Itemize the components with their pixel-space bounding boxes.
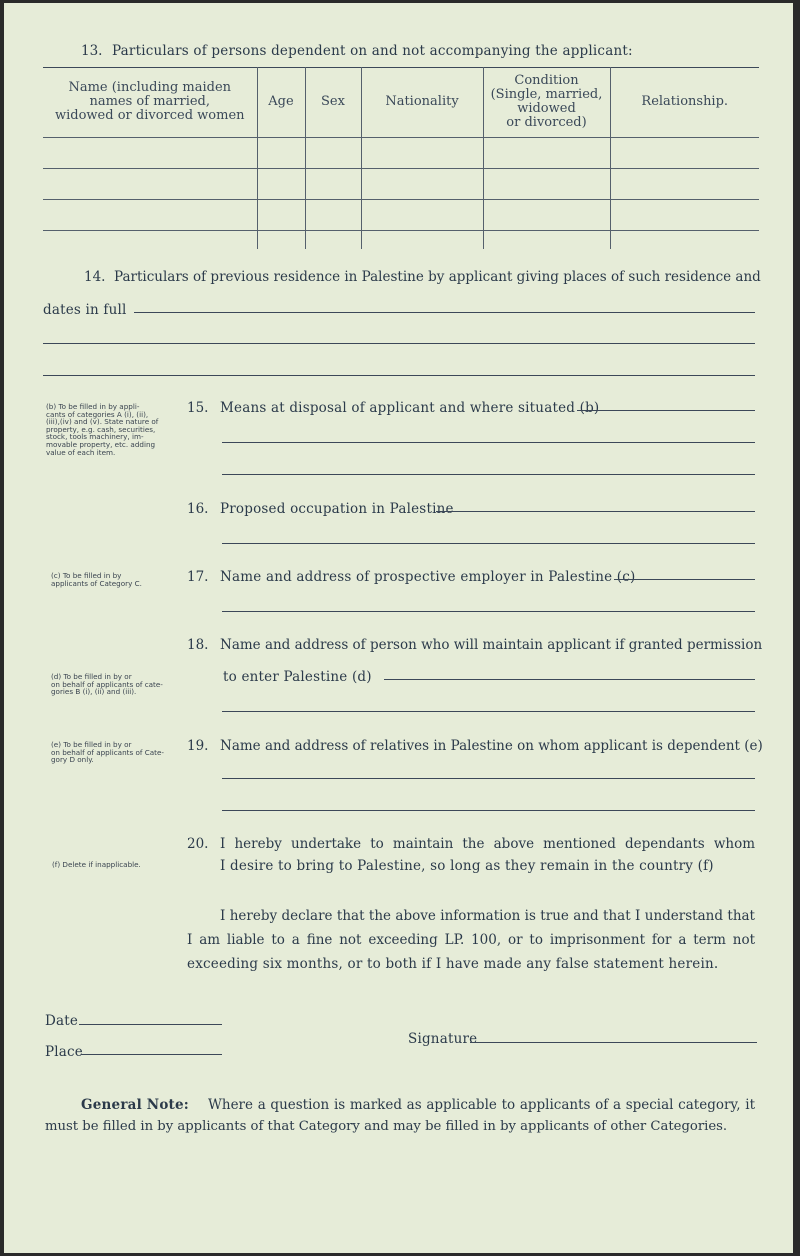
signature-field[interactable] [470, 1042, 757, 1043]
q16-answer-line[interactable] [436, 511, 755, 512]
cell-name[interactable] [43, 138, 257, 169]
q14-number: 14. [84, 269, 106, 285]
note-d: (d) To be filled in by or on behalf of applicants of cate- gories B (i), (ii) and (iii). [51, 672, 163, 697]
note-c: (c) To be filled in by applicants of Category C. [51, 571, 142, 588]
q14-answer-line[interactable] [43, 375, 755, 376]
q14-line1: Particulars of previous residence in Palestine by applicant giving places of such residence and [114, 269, 761, 285]
table-row [43, 200, 759, 231]
cell-nationality[interactable] [361, 231, 483, 250]
q18-number: 18. [187, 637, 209, 653]
cell-age[interactable] [257, 138, 305, 169]
col-name: Name (including maiden names of married, widowed or divorced women [43, 67, 257, 138]
q18-line2: to enter Palestine (d) [223, 669, 372, 685]
col-nationality: Nationality [361, 67, 483, 138]
q14-answer-line[interactable] [134, 312, 755, 313]
q13-number: 13. [81, 43, 103, 59]
q17-answer-line[interactable] [222, 611, 755, 612]
table-row [43, 169, 759, 200]
cell-relationship[interactable] [610, 138, 759, 169]
cell-age[interactable] [257, 231, 305, 250]
place-label: Place [45, 1044, 83, 1060]
cell-sex[interactable] [305, 200, 361, 231]
q20-line1: I hereby undertake to maintain the above mentioned dependants whom [220, 836, 755, 852]
cell-condition[interactable] [483, 169, 610, 200]
date-label: Date [45, 1013, 79, 1029]
declaration-line2: I am liable to a fine not exceeding LP. 100, or to imprisonment for a term not [187, 932, 755, 948]
form-page [4, 3, 793, 1253]
q15-answer-line[interactable] [577, 410, 755, 411]
cell-relationship[interactable] [610, 200, 759, 231]
q15-answer-line[interactable] [222, 474, 755, 475]
cell-nationality[interactable] [361, 200, 483, 231]
dependents-table [43, 67, 759, 249]
q17-number: 17. [187, 569, 209, 585]
note-b: (b) To be filled in by appli- cants of categories A (i), (ii), (iii),(iv) and (v). State nature of property, e.g. cash, securities, stock, tools machinery, im- movable property, etc. adding value of each item. [46, 402, 159, 457]
col-condition: Condition (Single, married, widowed or divorced) [483, 67, 610, 138]
cell-condition[interactable] [483, 200, 610, 231]
q18-answer-line[interactable] [384, 679, 755, 680]
cell-name[interactable] [43, 231, 257, 250]
cell-nationality[interactable] [361, 138, 483, 169]
q17-answer-line[interactable] [614, 579, 755, 580]
date-field[interactable] [79, 1024, 222, 1025]
cell-name[interactable] [43, 169, 257, 200]
cell-relationship[interactable] [610, 231, 759, 250]
general-note-label: General Note: [81, 1097, 189, 1113]
general-note-line1: Where a question is marked as applicable to applicants of a special category, it [208, 1097, 755, 1113]
general-note-line2: must be filled in by applicants of that Category and may be filled in by applicants of other Categories. [45, 1119, 728, 1134]
note-f: (f) Delete if inapplicable. [52, 860, 141, 869]
table-row [43, 138, 759, 169]
q19-answer-line[interactable] [222, 810, 755, 811]
q20-number: 20. [187, 836, 209, 852]
q19-number: 19. [187, 738, 209, 754]
q15-text: Means at disposal of applicant and where situated (b) [220, 400, 600, 416]
q15-number: 15. [187, 400, 209, 416]
cell-name[interactable] [43, 200, 257, 231]
declaration-line1: I hereby declare that the above information is true and that I understand that [220, 908, 755, 924]
cell-condition[interactable] [483, 231, 610, 250]
q15-answer-line[interactable] [222, 442, 755, 443]
q14-line2: dates in full [43, 302, 127, 318]
signature-label: Signature [408, 1031, 478, 1047]
q14-answer-line[interactable] [43, 343, 755, 344]
q13-title: Particulars of persons dependent on and not accompanying the applicant: [112, 43, 633, 59]
cell-condition[interactable] [483, 138, 610, 169]
q19-text: Name and address of relatives in Palestine on whom applicant is dependent (e) [220, 738, 763, 754]
cell-sex[interactable] [305, 169, 361, 200]
declaration-line3: exceeding six months, or to both if I have made any false statement herein. [187, 956, 719, 972]
q16-text: Proposed occupation in Palestine [220, 501, 454, 517]
cell-nationality[interactable] [361, 169, 483, 200]
col-age: Age [257, 67, 305, 138]
place-field[interactable] [81, 1054, 222, 1055]
col-relationship: Relationship. [610, 67, 759, 138]
cell-sex[interactable] [305, 231, 361, 250]
q17-text: Name and address of prospective employer in Palestine (c) [220, 569, 636, 585]
cell-age[interactable] [257, 169, 305, 200]
q16-number: 16. [187, 501, 209, 517]
q18-line1: Name and address of person who will maintain applicant if granted permission [220, 637, 763, 653]
cell-sex[interactable] [305, 138, 361, 169]
cell-age[interactable] [257, 200, 305, 231]
q20-line2: I desire to bring to Palestine, so long as they remain in the country (f) [220, 858, 714, 874]
q19-answer-line[interactable] [222, 778, 755, 779]
q16-answer-line[interactable] [222, 543, 755, 544]
col-sex: Sex [305, 67, 361, 138]
table-header-row [43, 67, 759, 138]
note-e: (e) To be filled in by or on behalf of applicants of Cate- gory D only. [51, 740, 164, 765]
cell-relationship[interactable] [610, 169, 759, 200]
table-row [43, 231, 759, 250]
q18-answer-line[interactable] [222, 711, 755, 712]
